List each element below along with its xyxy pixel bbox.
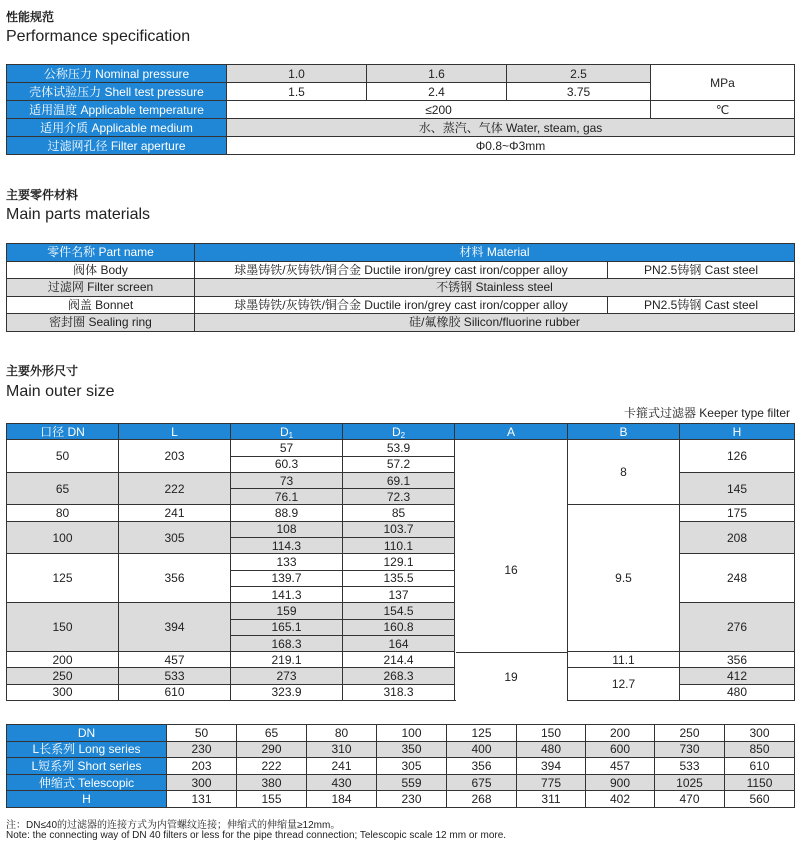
l-cell: 533 xyxy=(119,668,231,684)
b-cell: 9.5 xyxy=(568,505,680,652)
long-value: 290 xyxy=(237,741,307,758)
d1-cell: 159 xyxy=(231,603,343,619)
d2-cell: 53.9 xyxy=(343,440,455,456)
label-shell-test-pressure: 壳体试验压力 Shell test pressure xyxy=(7,83,227,101)
label-short-series: L短系列 Short series xyxy=(7,758,167,775)
h-cell: 276 xyxy=(680,603,795,652)
b-cell: 8 xyxy=(568,440,680,505)
l-cell: 457 xyxy=(119,652,231,668)
dn-value: 200 xyxy=(586,725,655,742)
d2-cell: 137 xyxy=(343,586,455,602)
header-h: H xyxy=(680,424,795,440)
short-value: 457 xyxy=(586,758,655,775)
label-dn: DN xyxy=(7,725,167,742)
d1-cell: 165.1 xyxy=(231,619,343,635)
d1-cell: 76.1 xyxy=(231,489,343,505)
nominal-pressure-3: 2.5 xyxy=(507,65,651,83)
h-value: 184 xyxy=(307,791,377,808)
bonnet-material-1: 球墨铸铁/灰铸铁/铜合金 Ductile iron/grey cast iron/copper alloy xyxy=(195,296,608,314)
d2-cell: 268.3 xyxy=(343,668,455,684)
tele-value: 559 xyxy=(377,774,447,791)
temperature-unit: ℃ xyxy=(651,101,795,119)
tele-value: 1025 xyxy=(655,774,725,791)
materials-table xyxy=(6,243,795,332)
tele-value: 900 xyxy=(586,774,655,791)
header-d1-text: D xyxy=(279,424,289,439)
d2-cell: 160.8 xyxy=(343,619,455,635)
perf-title-en: Performance specification xyxy=(6,28,191,45)
short-value: 610 xyxy=(725,758,795,775)
tele-value: 775 xyxy=(517,774,586,791)
part-filter-screen: 过滤网 Filter screen xyxy=(7,279,195,297)
label-applicable-temperature: 适用温度 Applicable temperature xyxy=(7,101,227,119)
dn-cell: 250 xyxy=(7,668,119,684)
h-value: 311 xyxy=(517,791,586,808)
dn-value: 50 xyxy=(167,725,237,742)
header-d2-text: D xyxy=(391,424,401,439)
h-value: 230 xyxy=(377,791,447,808)
dn-cell: 80 xyxy=(7,505,119,521)
dn-cell: 100 xyxy=(7,521,119,554)
tele-value: 300 xyxy=(167,774,237,791)
temperature-value: ≤200 xyxy=(227,101,651,119)
h-value: 268 xyxy=(447,791,517,808)
h-cell: 480 xyxy=(680,684,795,700)
d1-cell: 219.1 xyxy=(231,652,343,668)
label-nominal-pressure: 公称压力 Nominal pressure xyxy=(7,65,227,83)
long-value: 730 xyxy=(655,741,725,758)
note-cn: 注：DN≤40的过滤器的连接方式为内管螺纹连接；伸缩式的伸缩量≥12mm。 xyxy=(6,820,341,831)
d1-cell: 323.9 xyxy=(231,684,343,700)
dn-value: 300 xyxy=(725,725,795,742)
body-material-2: PN2.5铸钢 Cast steel xyxy=(608,261,795,279)
dn-cell: 200 xyxy=(7,652,119,668)
part-sealing-ring: 密封圈 Sealing ring xyxy=(7,314,195,332)
long-value: 480 xyxy=(517,741,586,758)
d2-cell: 69.1 xyxy=(343,472,455,488)
l-cell: 610 xyxy=(119,684,231,700)
header-d1-sub: 1 xyxy=(288,430,294,440)
h-cell: 248 xyxy=(680,554,795,603)
d1-cell: 57 xyxy=(231,440,343,456)
tele-value: 1150 xyxy=(725,774,795,791)
tele-value: 675 xyxy=(447,774,517,791)
outer-size-table xyxy=(6,423,795,701)
tele-value: 430 xyxy=(307,774,377,791)
header-d2-sub: 2 xyxy=(400,430,406,440)
medium-value: 水、蒸汽、气体 Water, steam, gas xyxy=(227,119,795,137)
size-caption: 卡箍式过滤器 Keeper type filter xyxy=(623,406,790,420)
dn-cell: 50 xyxy=(7,440,119,473)
d1-cell: 60.3 xyxy=(231,456,343,472)
d2-cell: 85 xyxy=(343,505,455,521)
dn-cell: 300 xyxy=(7,684,119,700)
h-cell: 145 xyxy=(680,472,795,505)
h-cell: 412 xyxy=(680,668,795,684)
dn-cell: 65 xyxy=(7,472,119,505)
label-applicable-medium: 适用介质 Applicable medium xyxy=(7,119,227,137)
dn-value: 150 xyxy=(517,725,586,742)
performance-table xyxy=(6,64,795,155)
long-value: 400 xyxy=(447,741,517,758)
d1-cell: 114.3 xyxy=(231,538,343,554)
shell-pressure-1: 1.5 xyxy=(227,83,367,101)
dn-value: 125 xyxy=(447,725,517,742)
shell-pressure-3: 3.75 xyxy=(507,83,651,101)
a-cell: 16 xyxy=(455,440,568,701)
l-cell: 222 xyxy=(119,472,231,505)
h-row xyxy=(7,791,795,808)
label-h: H xyxy=(7,791,167,808)
long-value: 230 xyxy=(167,741,237,758)
h-cell: 208 xyxy=(680,521,795,554)
d2-cell: 214.4 xyxy=(343,652,455,668)
short-value: 356 xyxy=(447,758,517,775)
dn-value: 250 xyxy=(655,725,725,742)
h-cell: 175 xyxy=(680,505,795,521)
size-title-cn: 主要外形尺寸 xyxy=(6,364,79,378)
d2-cell: 164 xyxy=(343,635,455,651)
l-cell: 203 xyxy=(119,440,231,473)
d1-cell: 273 xyxy=(231,668,343,684)
pressure-unit: MPa xyxy=(651,65,795,101)
dn-value: 80 xyxy=(307,725,377,742)
d2-cell: 103.7 xyxy=(343,521,455,537)
l-cell: 356 xyxy=(119,554,231,603)
tele-value: 380 xyxy=(237,774,307,791)
l-cell: 241 xyxy=(119,505,231,521)
d2-cell: 57.2 xyxy=(343,456,455,472)
materials-title-cn: 主要零件材料 xyxy=(6,188,79,202)
h-cell: 126 xyxy=(680,440,795,473)
b-cell: 12.7 xyxy=(568,668,680,701)
nominal-pressure-1: 1.0 xyxy=(227,65,367,83)
a-cell-19: 19 xyxy=(456,652,567,701)
short-value: 305 xyxy=(377,758,447,775)
d1-cell: 88.9 xyxy=(231,505,343,521)
d1-cell: 73 xyxy=(231,472,343,488)
short-series-row xyxy=(7,758,795,775)
header-l: L xyxy=(119,424,231,440)
h-value: 131 xyxy=(167,791,237,808)
header-material: 材料 Material xyxy=(195,244,795,262)
h-value: 155 xyxy=(237,791,307,808)
telescopic-row xyxy=(7,774,795,791)
d2-cell: 72.3 xyxy=(343,489,455,505)
short-value: 222 xyxy=(237,758,307,775)
dn-value: 65 xyxy=(237,725,307,742)
l-cell: 305 xyxy=(119,521,231,554)
header-d2 xyxy=(343,424,455,440)
d2-cell: 135.5 xyxy=(343,570,455,586)
header-d1 xyxy=(231,424,343,440)
nominal-pressure-2: 1.6 xyxy=(367,65,507,83)
d2-cell: 129.1 xyxy=(343,554,455,570)
h-value: 470 xyxy=(655,791,725,808)
dn-value: 100 xyxy=(377,725,447,742)
size-title-en: Main outer size xyxy=(6,383,115,400)
short-value: 533 xyxy=(655,758,725,775)
dn-cell: 125 xyxy=(7,554,119,603)
d1-cell: 141.3 xyxy=(231,586,343,602)
part-bonnet: 阀盖 Bonnet xyxy=(7,296,195,314)
long-value: 310 xyxy=(307,741,377,758)
label-long-series: L长系列 Long series xyxy=(7,741,167,758)
short-value: 203 xyxy=(167,758,237,775)
b-cell: 11.1 xyxy=(568,652,680,668)
length-series-table xyxy=(6,724,795,808)
dn-cell: 150 xyxy=(7,603,119,652)
d1-cell: 139.7 xyxy=(231,570,343,586)
header-dn: 口径 DN xyxy=(7,424,119,440)
ring-material: 硅/氟橡胶 Silicon/fluorine rubber xyxy=(195,314,795,332)
long-series-row xyxy=(7,741,795,758)
materials-title-en: Main parts materials xyxy=(6,206,151,223)
d1-cell: 133 xyxy=(231,554,343,570)
shell-pressure-2: 2.4 xyxy=(367,83,507,101)
d2-cell: 110.1 xyxy=(343,538,455,554)
d2-cell: 154.5 xyxy=(343,603,455,619)
bonnet-material-2: PN2.5铸钢 Cast steel xyxy=(608,296,795,314)
body-material-1: 球墨铸铁/灰铸铁/铜合金 Ductile iron/grey cast iron/copper alloy xyxy=(195,261,608,279)
short-value: 241 xyxy=(307,758,377,775)
label-telescopic: 伸缩式 Telescopic xyxy=(7,774,167,791)
header-b: B xyxy=(568,424,680,440)
aperture-value: Φ0.8~Φ3mm xyxy=(227,137,795,155)
d1-cell: 108 xyxy=(231,521,343,537)
short-value: 394 xyxy=(517,758,586,775)
d1-cell: 168.3 xyxy=(231,635,343,651)
header-part-name: 零件名称 Part name xyxy=(7,244,195,262)
l-cell: 394 xyxy=(119,603,231,652)
header-a: A xyxy=(455,424,568,440)
long-value: 600 xyxy=(586,741,655,758)
note-en: Note: the connecting way of DN 40 filters or less for the pipe thread connection; Telescopic scale 12 mm or more. xyxy=(6,830,507,841)
screen-material: 不锈钢 Stainless steel xyxy=(195,279,795,297)
h-value: 402 xyxy=(586,791,655,808)
h-cell: 356 xyxy=(680,652,795,668)
label-filter-aperture: 过滤网孔径 Filter aperture xyxy=(7,137,227,155)
long-value: 850 xyxy=(725,741,795,758)
dn-row xyxy=(7,725,795,742)
long-value: 350 xyxy=(377,741,447,758)
d2-cell: 318.3 xyxy=(343,684,455,700)
perf-title-cn: 性能规范 xyxy=(6,10,55,24)
part-body: 阀体 Body xyxy=(7,261,195,279)
h-value: 560 xyxy=(725,791,795,808)
